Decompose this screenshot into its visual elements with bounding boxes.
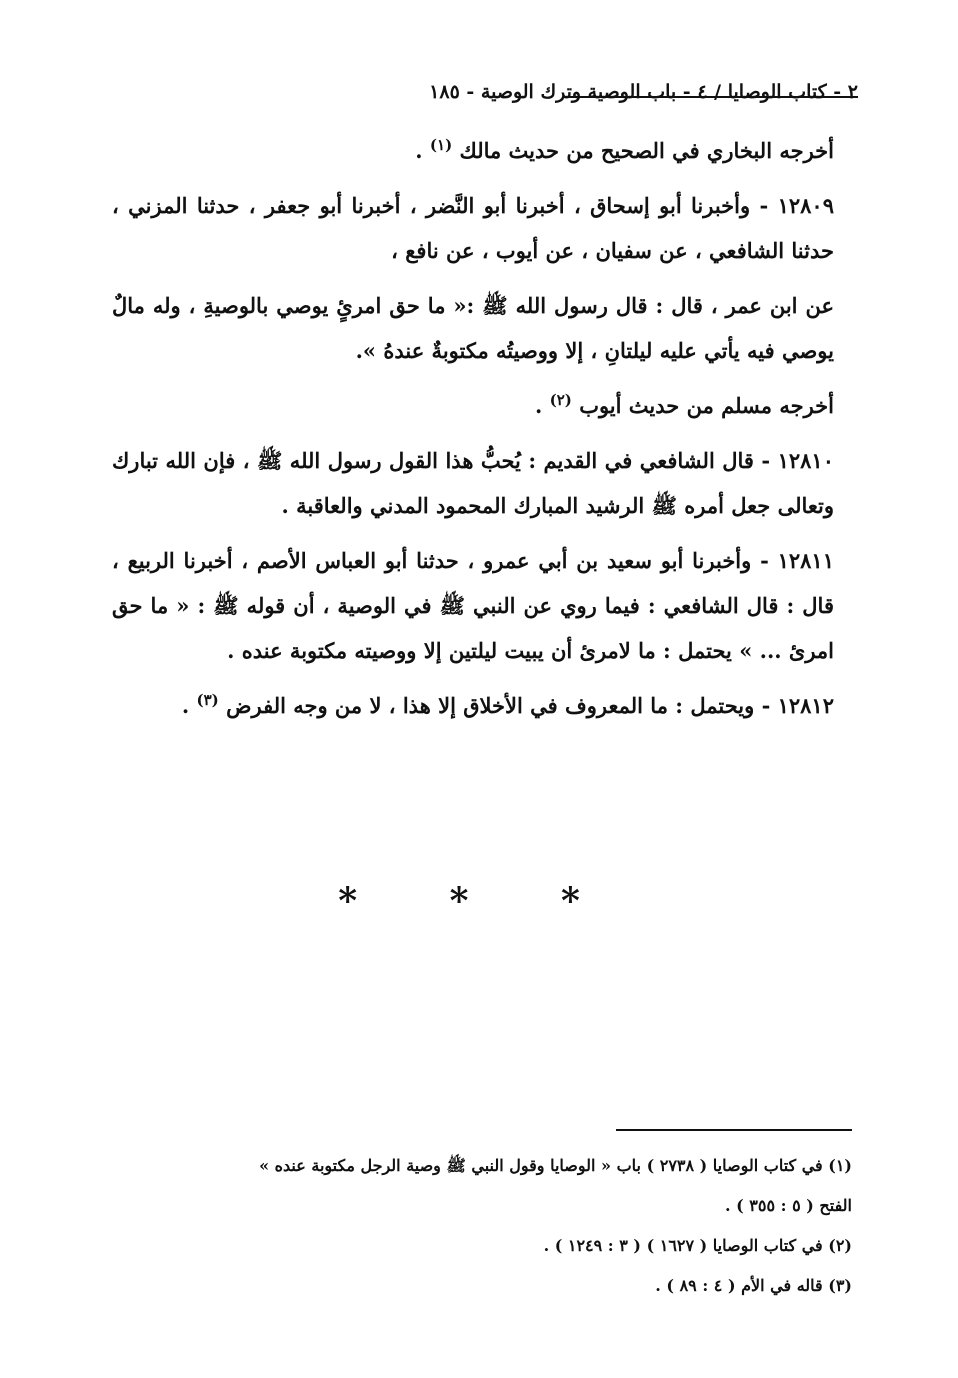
paragraph-4 [112, 383, 862, 428]
paragraph-1-end: . [415, 138, 423, 163]
paragraph-1 [112, 128, 862, 173]
paragraph-4-end: . [534, 393, 543, 418]
footnote-2: (٢) في كتاب الوصايا ( ١٦٢٧ ) ( ٣ : ١٢٤٩ ) . [543, 1236, 852, 1255]
footnote-ref-1[interactable]: (١) [429, 136, 453, 154]
footnote-1-line-1: (١) في كتاب الوصايا ( ٢٧٣٨ ) باب « الوصايا وقول النبي ﷺ وصية الرجل مكتوبة عنده » [259, 1156, 852, 1175]
paragraph-4-text: أخرجه مسلم من حديث أيوب [579, 393, 834, 418]
paragraph-1-text: أخرجه البخاري في الصحيح من حديث مالك [459, 138, 834, 163]
main-text [112, 128, 862, 738]
footnote-rule [616, 1129, 852, 1131]
paragraph-5: ١٢٨١٠ - قال الشافعي في القديم : يُحبُّ هذا القول رسول الله ﷺ ، فإن الله تبارك وتعالى جعل أمره ﷺ الرشيد المبارك المحمود المدني والعاقبة . [112, 448, 834, 518]
footnotes [110, 1146, 852, 1306]
paragraph-7 [112, 683, 862, 728]
paragraph-2: ١٢٨٠٩ - وأخبرنا أبو إسحاق ، أخبرنا أبو النَّضر ، أخبرنا أبو جعفر ، حدثنا المزني ، حدثنا الشافعي ، عن سفيان ، عن أيوب ، عن نافع ، [112, 193, 834, 263]
footnote-ref-3[interactable]: (٣) [196, 691, 219, 709]
header-rule [566, 96, 858, 98]
paragraph-3: عن ابن عمر ، قال : قال رسول الله ﷺ :« ما حق امرئٍ يوصي بالوصيةِ ، وله مالٌ يوصي فيه يأتي عليه ليلتانِ ، إلا ووصيتُه مكتوبةٌ عندهُ ». [112, 293, 834, 363]
footnote-ref-2[interactable]: (٢) [549, 391, 572, 409]
paragraph-6: ١٢٨١١ - وأخبرنا أبو سعيد بن أبي عمرو ، حدثنا أبو العباس الأصم ، أخبرنا الربيع ، قال : قال الشافعي : فيما روي عن النبي ﷺ في الوصية ، أن قوله ﷺ : « ما حق امرئ ... » يحتمل : ما لامرئ أن يبيت ليلتين إلا ووصيته مكتوبة عنده . [112, 548, 834, 663]
paragraph-7-text: ١٢٨١٢ - ويحتمل : ما المعروف في الأخلاق إلا هذا ، لا من وجه الفرض [226, 693, 834, 718]
running-title: ٢ - كتاب الوصايا / ٤ - باب الوصية وترك الوصية - ١٨٥ [429, 81, 858, 103]
paragraph-7-end: . [181, 693, 190, 718]
footnote-1-line-2: الفتح ( ٥ : ٣٥٥ ) . [725, 1196, 852, 1215]
running-header [118, 72, 858, 112]
section-separator: * * * [338, 880, 620, 922]
footnote-3: (٣) قاله في الأم ( ٤ : ٨٩ ) . [655, 1276, 852, 1295]
